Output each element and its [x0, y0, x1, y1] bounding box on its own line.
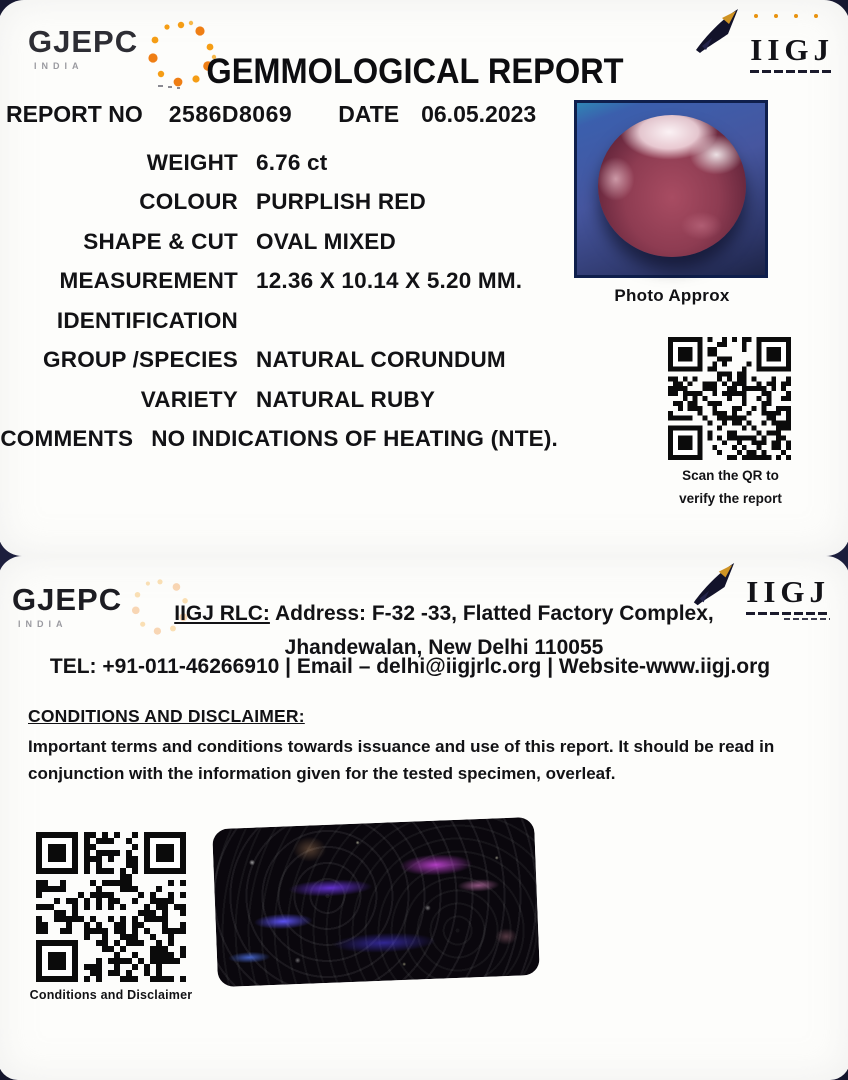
address-label: IIGJ RLC:: [174, 602, 270, 625]
report-number-row: [6, 101, 536, 128]
field-label: WEIGHT: [146, 149, 238, 175]
field-value: OVAL MIXED: [256, 228, 396, 254]
photo-caption: Photo Approx: [614, 286, 730, 305]
iigj-tagline-bar2: [784, 618, 830, 620]
field-row-identification: [0, 301, 558, 341]
field-label: IDENTIFICATION: [56, 307, 238, 333]
field-value: 12.36 X 10.14 X 5.20 MM.: [256, 268, 523, 294]
gjepc-wordmark: GJEPC: [28, 24, 139, 59]
iigj-wordmark: IIGJ: [750, 32, 834, 67]
specimen-fields: [0, 143, 558, 459]
disclaimer-text: Important terms and conditions towards issuance and use of this report. It should be read in conjunction with the information given for the tested specimen, overleaf.: [28, 737, 775, 783]
field-row-shape-cut: [0, 222, 558, 262]
report-no-label: REPORT NO: [6, 101, 143, 127]
date-label: DATE: [338, 101, 400, 127]
field-label: COMMENTS: [0, 426, 134, 452]
qr-verify-caption: [643, 464, 818, 510]
report-title: GEMMOLOGICAL REPORT: [206, 52, 624, 91]
address-line1: Address: F-32 -33, Flatted Factory Complex,: [269, 602, 714, 625]
address-line2: Jhandewalan, New Delhi 110055: [284, 636, 604, 659]
gem-photo: [574, 100, 768, 278]
ruby-gemstone-image: [598, 115, 746, 257]
field-value: NATURAL CORUNDUM: [256, 347, 506, 373]
field-row-comments: [0, 420, 558, 460]
field-label: SHAPE & CUT: [83, 228, 238, 254]
qr-disclaimer-caption: Conditions and Disclaimer: [29, 988, 193, 1002]
field-label: VARIETY: [140, 386, 238, 412]
iigj-dots: [754, 14, 834, 18]
date-value: 06.05.2023: [421, 101, 537, 127]
report-no-value: 2586D8069: [168, 101, 293, 127]
field-label: GROUP /SPECIES: [43, 347, 238, 373]
field-value: 6.76 ct: [256, 149, 328, 175]
gjepc-sub-label: INDIA: [34, 61, 84, 71]
contact-line: TEL: +91-011-46266910 | Email – delhi@iigjrlc.org | Website-www.iigj.org: [49, 655, 771, 678]
field-row-group-species: [0, 341, 558, 381]
holographic-security-sticker: [212, 817, 540, 987]
field-row-variety: [0, 380, 558, 420]
iigj-wordmark: IIGJ: [746, 574, 830, 609]
field-value: PURPLISH RED: [256, 189, 426, 215]
qr-caption-line1: Scan the QR to: [682, 468, 779, 483]
field-value: NO INDICATIONS OF HEATING (NTE).: [151, 426, 558, 452]
field-label: COLOUR: [139, 189, 238, 215]
disclaimer-heading: CONDITIONS AND DISCLAIMER:: [28, 706, 305, 726]
gjepc-sub-label: INDIA: [18, 619, 68, 629]
field-row-weight: [0, 143, 558, 183]
gjepc-wordmark: GJEPC: [12, 582, 123, 617]
field-value: NATURAL RUBY: [256, 386, 436, 412]
qr-code-verify-report: [668, 337, 791, 460]
field-row-colour: [0, 183, 558, 223]
qr-caption-line2: verify the report: [679, 491, 782, 506]
field-row-measurement: [0, 262, 558, 302]
qr-code-conditions-disclaimer: [36, 832, 186, 982]
field-label: MEASUREMENT: [59, 268, 238, 294]
